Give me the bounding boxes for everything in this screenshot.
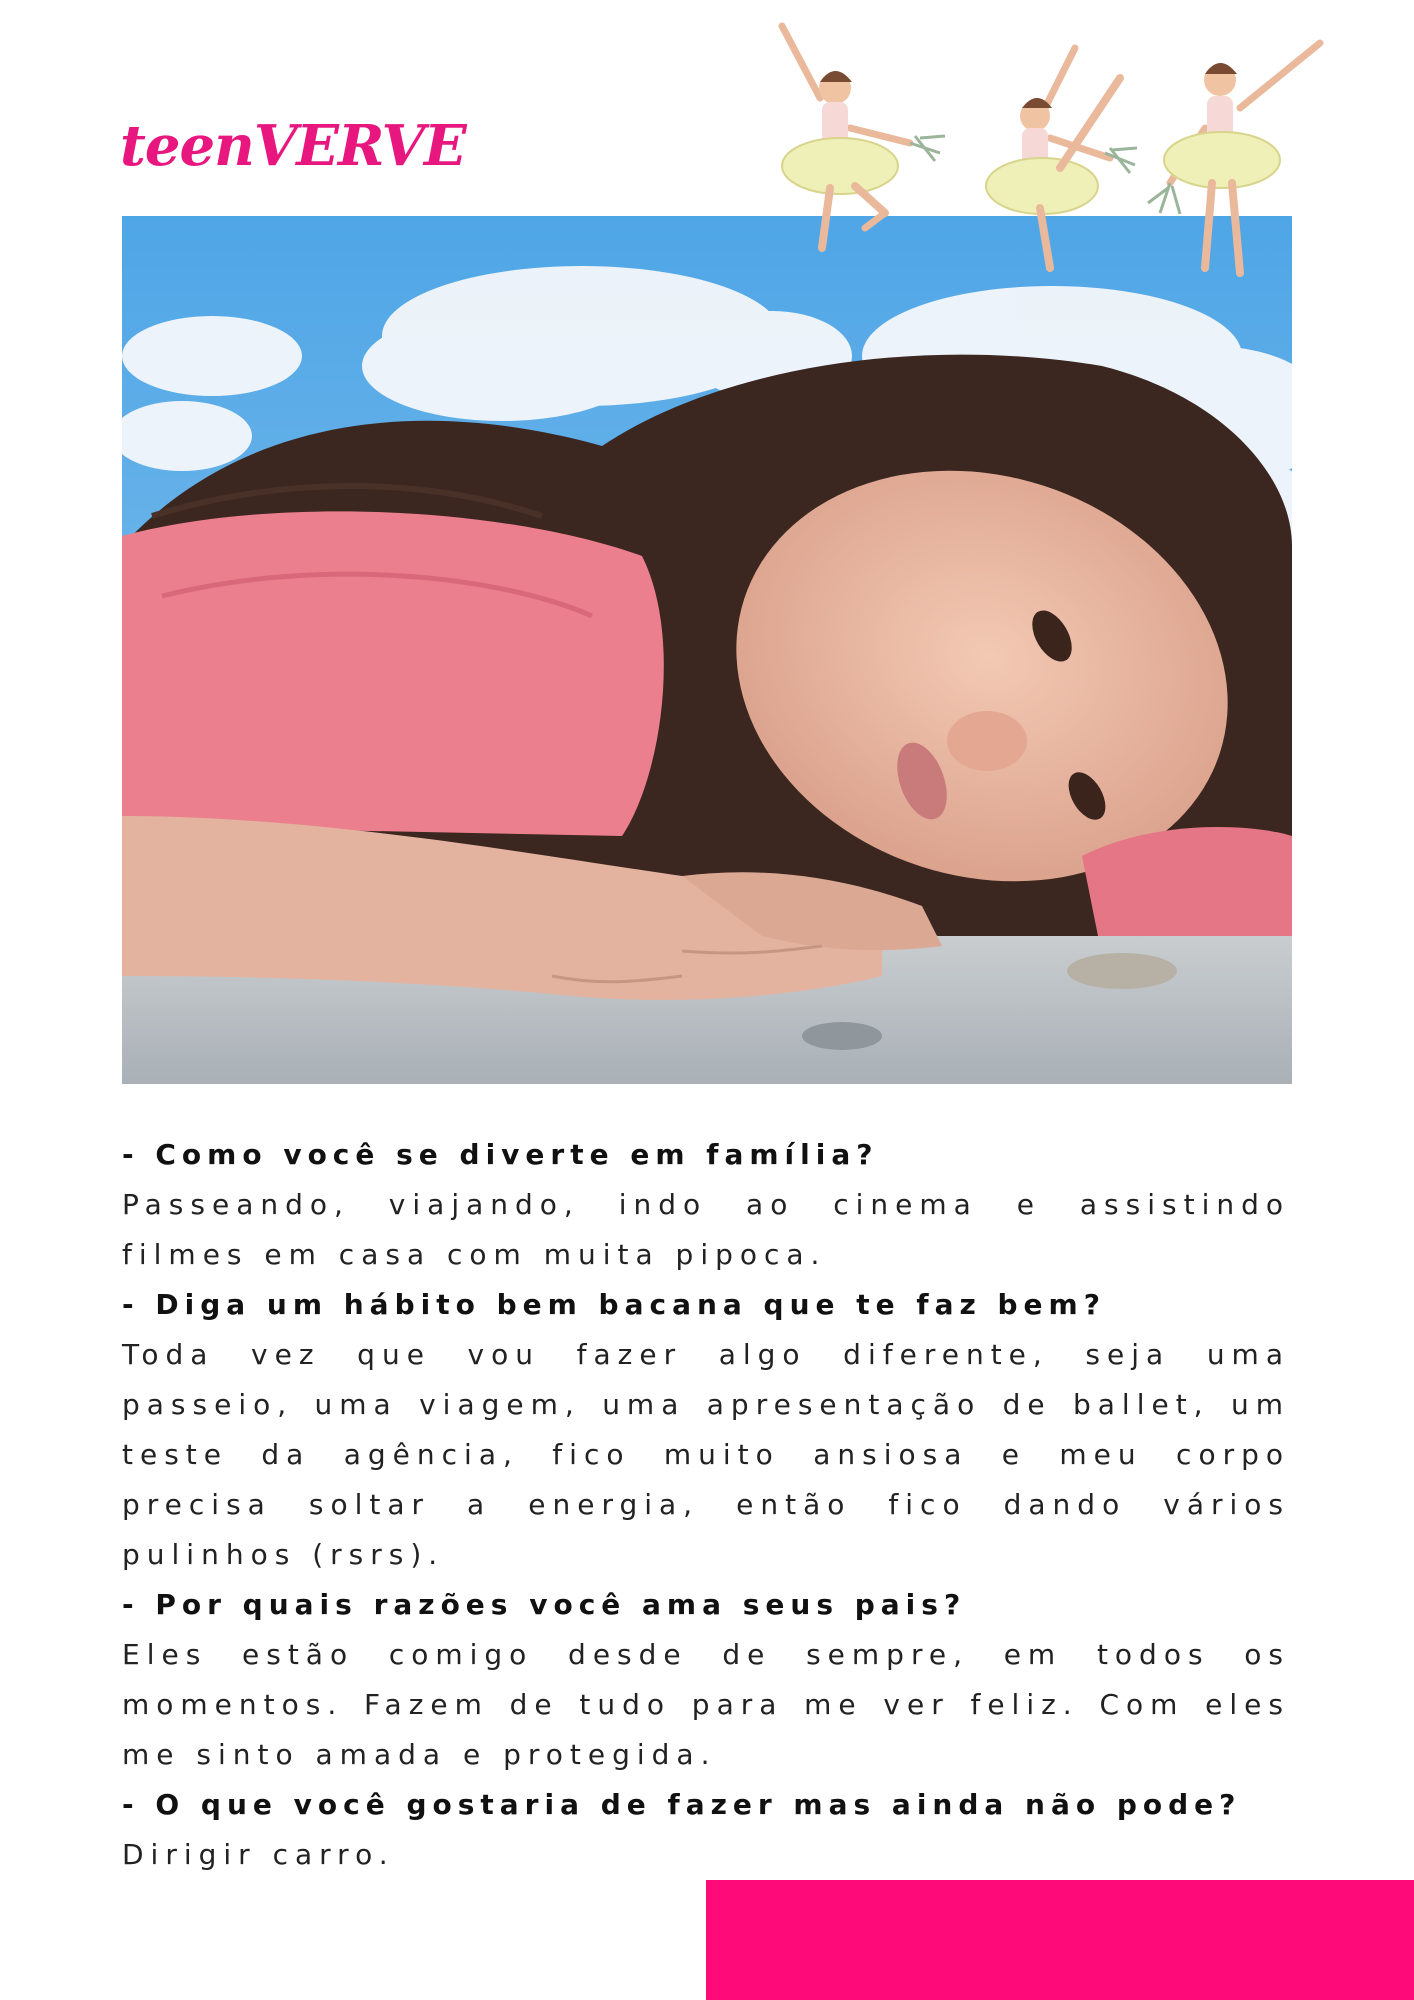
ballerina-3-icon — [1148, 43, 1320, 273]
accent-block — [706, 1880, 1414, 2000]
question-3: - Por quais razões você ama seus pais? — [122, 1588, 967, 1621]
question-1: - Como você se diverte em família? — [122, 1138, 879, 1171]
ballerina-1-icon — [782, 26, 945, 248]
question-2: - Diga um hábito bem bacana que te faz bem? — [122, 1288, 1106, 1321]
answer-1: Passeando, viajando, indo ao cinema e assistindo filmes em casa com muita pipoca. — [122, 1188, 1290, 1271]
interview-text — [122, 1130, 1290, 1880]
brand-logo: teenVERVE — [120, 113, 466, 179]
ballerina-illustration-icon — [760, 18, 1360, 348]
answer-4: Dirigir carro. — [122, 1838, 395, 1871]
answer-2: Toda vez que vou fazer algo diferente, seja uma passeio, uma viagem, uma apresentação de ballet, um teste da agência, fico muito ansiosa e meu corpo precisa soltar a energia, então fico dando vários pulinhos (rsrs). — [122, 1338, 1290, 1571]
ballerina-2-icon — [986, 48, 1137, 268]
question-4: - O que você gostaria de fazer mas ainda não pode? — [122, 1788, 1242, 1821]
answer-3: Eles estão comigo desde de sempre, em todos os momentos. Fazem de tudo para me ver feliz. Com eles me sinto amada e protegida. — [122, 1638, 1290, 1771]
